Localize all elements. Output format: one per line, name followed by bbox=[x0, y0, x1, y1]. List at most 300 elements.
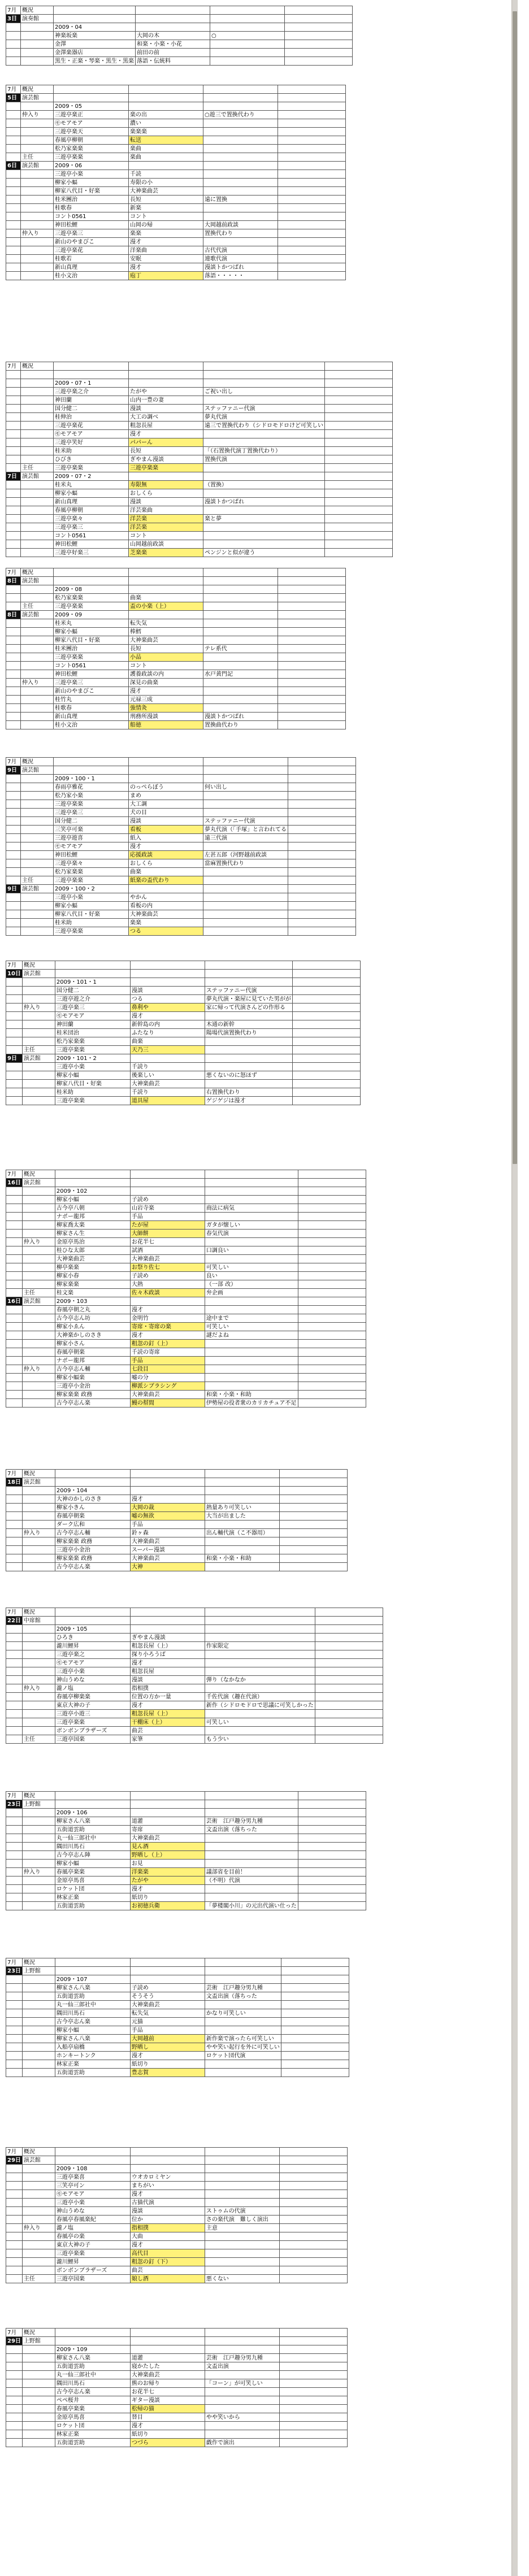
sheet-cell[interactable] bbox=[281, 2043, 349, 2052]
sheet-cell[interactable]: 五街道雲助 bbox=[55, 1902, 130, 1910]
sheet-cell[interactable] bbox=[21, 413, 54, 422]
sheet-cell[interactable]: 仲入り bbox=[22, 1684, 55, 1693]
sheet-cell[interactable]: 入船亭扇橋 bbox=[55, 2043, 130, 2052]
sheet-cell[interactable]: 演芸館 bbox=[21, 577, 54, 585]
sheet-cell[interactable] bbox=[6, 170, 21, 179]
sheet-cell[interactable]: ご祝い出し bbox=[203, 388, 325, 396]
sheet-cell[interactable] bbox=[6, 57, 21, 66]
sheet-cell[interactable]: 粗忽長屋（上） bbox=[130, 1642, 205, 1650]
sheet-cell[interactable] bbox=[22, 1357, 55, 1365]
sheet-cell[interactable] bbox=[205, 2173, 279, 2182]
sheet-cell[interactable]: 仲入り bbox=[22, 1004, 55, 1012]
sheet-cell[interactable]: 漫談 bbox=[130, 987, 205, 995]
sheet-cell[interactable] bbox=[279, 2275, 347, 2283]
sheet-cell[interactable]: 7月 bbox=[6, 6, 21, 15]
sheet-cell[interactable] bbox=[6, 775, 21, 783]
sheet-cell[interactable] bbox=[315, 1718, 383, 1727]
sheet-cell[interactable] bbox=[292, 1004, 360, 1012]
sheet-cell[interactable]: 鈴ヶ森 bbox=[130, 1529, 205, 1537]
sheet-cell[interactable] bbox=[6, 919, 21, 927]
sheet-cell[interactable] bbox=[6, 1826, 23, 1834]
sheet-cell[interactable] bbox=[54, 371, 129, 379]
sheet-cell[interactable] bbox=[6, 438, 21, 447]
sheet-cell[interactable] bbox=[278, 128, 346, 136]
sheet-cell[interactable] bbox=[6, 1080, 23, 1088]
sheet-cell[interactable] bbox=[205, 1659, 315, 1667]
sheet-cell[interactable] bbox=[288, 842, 356, 851]
sheet-cell[interactable] bbox=[298, 1365, 366, 1374]
sheet-cell[interactable] bbox=[6, 783, 21, 792]
sheet-cell[interactable]: ウオカロミヤン bbox=[130, 2173, 205, 2182]
sheet-cell[interactable] bbox=[21, 662, 54, 670]
sheet-cell[interactable]: 7月 bbox=[6, 1958, 23, 1967]
sheet-cell[interactable] bbox=[55, 1617, 130, 1625]
sheet-cell[interactable]: さの楽代演 難しく演出 bbox=[205, 2216, 279, 2224]
sheet-cell[interactable]: 三遊亭楽楽 bbox=[54, 653, 129, 662]
sheet-cell[interactable]: 連歌代演 bbox=[203, 255, 278, 263]
sheet-cell[interactable] bbox=[6, 1659, 23, 1667]
sheet-cell[interactable] bbox=[21, 136, 54, 145]
sheet-cell[interactable]: 神田蘭 bbox=[55, 1020, 130, 1029]
sheet-cell[interactable] bbox=[281, 1958, 349, 1967]
sheet-cell[interactable]: 船徳 bbox=[129, 721, 203, 729]
sheet-cell[interactable]: 子読め bbox=[130, 1984, 205, 1992]
sheet-cell[interactable]: 2009・100・1 bbox=[54, 775, 129, 783]
sheet-cell[interactable]: 柳家八代目・好楽 bbox=[55, 1080, 130, 1088]
sheet-cell[interactable] bbox=[6, 619, 21, 628]
sheet-cell[interactable]: ㋲モアモア bbox=[54, 119, 129, 128]
sheet-cell[interactable]: 金明竹 bbox=[130, 1314, 205, 1323]
sheet-cell[interactable]: 春風亭柳朝 bbox=[54, 136, 129, 145]
sheet-cell[interactable] bbox=[205, 1238, 298, 1246]
sheet-cell[interactable]: 古今亭志ん楽 bbox=[55, 2388, 130, 2396]
sheet-cell[interactable] bbox=[55, 2329, 130, 2337]
sheet-cell[interactable] bbox=[278, 628, 346, 636]
sheet-cell[interactable] bbox=[6, 1289, 23, 1297]
sheet-cell[interactable] bbox=[6, 1817, 23, 1826]
sheet-cell[interactable] bbox=[285, 23, 353, 32]
sheet-cell[interactable]: 漫才 bbox=[130, 1495, 205, 1504]
sheet-cell[interactable]: 6日 bbox=[6, 162, 21, 170]
sheet-cell[interactable] bbox=[6, 1255, 23, 1263]
sheet-cell[interactable]: 長短 bbox=[129, 645, 203, 653]
sheet-cell[interactable] bbox=[6, 653, 21, 662]
sheet-cell[interactable] bbox=[22, 1512, 55, 1521]
sheet-cell[interactable] bbox=[21, 506, 54, 515]
sheet-cell[interactable]: 議部省を目前！ bbox=[205, 1868, 298, 1876]
sheet-cell[interactable] bbox=[6, 371, 21, 379]
sheet-cell[interactable]: 概況 bbox=[22, 961, 55, 970]
sheet-cell[interactable]: コント bbox=[129, 532, 203, 540]
sheet-cell[interactable] bbox=[130, 1617, 205, 1625]
sheet-cell[interactable]: 大神楽曲芸 bbox=[129, 636, 203, 645]
sheet-cell[interactable] bbox=[22, 2379, 55, 2388]
sheet-cell[interactable] bbox=[279, 2396, 347, 2405]
sheet-cell[interactable] bbox=[22, 1255, 55, 1263]
sheet-cell[interactable]: 伊勢屋の役者衆のカリカチュア不足 bbox=[205, 1399, 298, 1408]
sheet-cell[interactable] bbox=[22, 1071, 55, 1080]
sheet-cell[interactable] bbox=[6, 2379, 23, 2388]
sheet-cell[interactable] bbox=[278, 721, 346, 729]
sheet-cell[interactable]: 古今亭八朝 bbox=[55, 1204, 130, 1213]
sheet-cell[interactable]: 桂歌春 bbox=[54, 204, 129, 212]
sheet-cell[interactable] bbox=[279, 2216, 347, 2224]
sheet-cell[interactable] bbox=[288, 910, 356, 919]
sheet-cell[interactable]: 弾り（なかなか bbox=[205, 1676, 315, 1684]
sheet-cell[interactable] bbox=[21, 40, 54, 49]
sheet-cell[interactable]: ○ bbox=[210, 32, 285, 40]
sheet-cell[interactable]: 大熱 bbox=[130, 1280, 205, 1289]
sheet-cell[interactable]: 出ん輔代演（こ不器用） bbox=[205, 1529, 279, 1537]
sheet-cell[interactable] bbox=[6, 212, 21, 221]
sheet-cell[interactable] bbox=[21, 438, 54, 447]
sheet-cell[interactable] bbox=[21, 515, 54, 523]
sheet-cell[interactable]: 古今亭志ん陣 bbox=[55, 1851, 130, 1860]
sheet-cell[interactable]: 漫才 bbox=[130, 2422, 205, 2430]
sheet-cell[interactable] bbox=[129, 885, 203, 893]
sheet-cell[interactable] bbox=[279, 2258, 347, 2266]
sheet-cell[interactable]: 丸一仙三郎社中 bbox=[55, 2371, 130, 2379]
sheet-cell[interactable]: 桂米助 bbox=[54, 919, 129, 927]
sheet-cell[interactable] bbox=[6, 1885, 23, 1893]
sheet-cell[interactable]: （置換） bbox=[203, 481, 325, 489]
sheet-cell[interactable] bbox=[279, 2249, 347, 2258]
sheet-cell[interactable] bbox=[22, 1097, 55, 1105]
sheet-cell[interactable] bbox=[203, 842, 288, 851]
sheet-cell[interactable]: 元禄三成 bbox=[129, 696, 203, 704]
sheet-cell[interactable] bbox=[210, 15, 285, 23]
sheet-cell[interactable]: 柳家楽楽 bbox=[55, 1280, 130, 1289]
sheet-cell[interactable]: 楽と夢 bbox=[203, 515, 325, 523]
sheet-cell[interactable] bbox=[203, 885, 288, 893]
sheet-cell[interactable] bbox=[278, 145, 346, 153]
sheet-cell[interactable]: 落語・伝統料 bbox=[136, 57, 210, 66]
sheet-cell[interactable] bbox=[205, 1809, 298, 1817]
sheet-cell[interactable]: 山岡の帰 bbox=[129, 221, 203, 229]
sheet-cell[interactable] bbox=[288, 851, 356, 859]
sheet-cell[interactable] bbox=[6, 246, 21, 255]
sheet-cell[interactable] bbox=[129, 766, 203, 775]
sheet-cell[interactable] bbox=[21, 57, 54, 66]
sheet-cell[interactable] bbox=[21, 859, 54, 868]
sheet-cell[interactable]: 千読り bbox=[130, 1063, 205, 1071]
sheet-cell[interactable]: 千読の寄席 bbox=[130, 1348, 205, 1357]
sheet-cell[interactable] bbox=[55, 1478, 130, 1487]
sheet-cell[interactable] bbox=[288, 919, 356, 927]
sheet-cell[interactable] bbox=[6, 1625, 23, 1634]
sheet-cell[interactable] bbox=[205, 1727, 315, 1735]
sheet-cell[interactable]: 新幹島の内 bbox=[130, 1020, 205, 1029]
sheet-cell[interactable] bbox=[6, 1860, 23, 1868]
sheet-cell[interactable]: 2009・109 bbox=[55, 2345, 130, 2354]
sheet-cell[interactable]: 丸一仙三郎社中 bbox=[55, 1834, 130, 1843]
sheet-cell[interactable]: 仲入り bbox=[22, 1868, 55, 1876]
sheet-cell[interactable] bbox=[22, 2043, 55, 2052]
sheet-cell[interactable] bbox=[285, 49, 353, 57]
sheet-cell[interactable] bbox=[205, 1893, 298, 1902]
sheet-cell[interactable] bbox=[325, 447, 393, 455]
sheet-cell[interactable] bbox=[6, 2275, 23, 2283]
sheet-cell[interactable]: 漫談 bbox=[130, 1676, 205, 1684]
sheet-cell[interactable] bbox=[6, 2069, 23, 2077]
sheet-cell[interactable] bbox=[22, 1204, 55, 1213]
sheet-cell[interactable] bbox=[203, 876, 288, 885]
sheet-cell[interactable] bbox=[6, 1037, 23, 1046]
sheet-cell[interactable] bbox=[6, 1701, 23, 1710]
sheet-cell[interactable] bbox=[298, 1230, 366, 1238]
sheet-cell[interactable]: 大神 bbox=[130, 1563, 205, 1571]
sheet-cell[interactable]: ペペ桜井 bbox=[55, 2396, 130, 2405]
sheet-cell[interactable]: 松乃家楽楽 bbox=[55, 1037, 130, 1046]
sheet-cell[interactable]: 三遊亭楽喜 bbox=[55, 2173, 130, 2182]
sheet-cell[interactable] bbox=[130, 1054, 205, 1063]
sheet-cell[interactable] bbox=[22, 2345, 55, 2354]
sheet-cell[interactable] bbox=[22, 2439, 55, 2447]
sheet-cell[interactable] bbox=[203, 653, 278, 662]
sheet-cell[interactable] bbox=[298, 1179, 366, 1187]
sheet-cell[interactable] bbox=[22, 1546, 55, 1554]
sheet-cell[interactable] bbox=[22, 1020, 55, 1029]
sheet-cell[interactable] bbox=[203, 212, 278, 221]
sheet-cell[interactable]: ぎやまん漫談 bbox=[130, 1634, 205, 1642]
sheet-cell[interactable]: 7月 bbox=[6, 362, 21, 371]
sheet-cell[interactable] bbox=[6, 549, 21, 557]
sheet-cell[interactable]: 曲楽 bbox=[129, 594, 203, 602]
sheet-cell[interactable] bbox=[279, 1512, 347, 1521]
sheet-cell[interactable]: パパーん bbox=[129, 438, 203, 447]
sheet-cell[interactable] bbox=[6, 679, 21, 687]
sheet-cell[interactable] bbox=[203, 902, 288, 910]
sheet-cell[interactable]: 林家正楽 bbox=[55, 1893, 130, 1902]
sheet-cell[interactable] bbox=[22, 1063, 55, 1071]
sheet-cell[interactable] bbox=[6, 2232, 23, 2241]
sheet-cell[interactable]: 8日 bbox=[6, 611, 21, 619]
sheet-cell[interactable] bbox=[129, 85, 203, 94]
sheet-cell[interactable] bbox=[129, 362, 203, 371]
sheet-cell[interactable] bbox=[6, 1546, 23, 1554]
sheet-cell[interactable] bbox=[325, 430, 393, 438]
sheet-cell[interactable]: 深見の曲楽 bbox=[129, 679, 203, 687]
sheet-cell[interactable]: 桂米丸 bbox=[54, 481, 129, 489]
sheet-cell[interactable] bbox=[6, 2182, 23, 2190]
sheet-cell[interactable] bbox=[205, 1179, 298, 1187]
sheet-cell[interactable] bbox=[21, 809, 54, 817]
sheet-cell[interactable] bbox=[22, 1710, 55, 1718]
sheet-cell[interactable] bbox=[281, 2026, 349, 2035]
sheet-cell[interactable]: 春風亭楽楽 bbox=[55, 1868, 130, 1876]
sheet-cell[interactable] bbox=[278, 85, 346, 94]
sheet-cell[interactable] bbox=[203, 910, 288, 919]
sheet-cell[interactable] bbox=[281, 1984, 349, 1992]
sheet-cell[interactable] bbox=[22, 2190, 55, 2199]
sheet-cell[interactable] bbox=[22, 1323, 55, 1331]
sheet-cell[interactable] bbox=[298, 1340, 366, 1348]
sheet-cell[interactable] bbox=[6, 2009, 23, 2018]
sheet-cell[interactable] bbox=[298, 1306, 366, 1314]
sheet-cell[interactable] bbox=[6, 2430, 23, 2439]
sheet-cell[interactable] bbox=[6, 153, 21, 162]
sheet-cell[interactable] bbox=[6, 1984, 23, 1992]
sheet-cell[interactable] bbox=[210, 49, 285, 57]
sheet-cell[interactable]: 23日 bbox=[6, 1967, 23, 1975]
sheet-cell[interactable] bbox=[315, 1735, 383, 1744]
sheet-cell[interactable]: 柳家小蝠楽 bbox=[55, 1374, 130, 1382]
sheet-cell[interactable]: 鰻の幇間 bbox=[130, 1399, 205, 1408]
sheet-cell[interactable] bbox=[205, 1537, 279, 1546]
sheet-cell[interactable] bbox=[21, 498, 54, 506]
sheet-cell[interactable] bbox=[278, 696, 346, 704]
sheet-cell[interactable] bbox=[6, 842, 21, 851]
sheet-cell[interactable]: 粗忽長屋 bbox=[130, 1667, 205, 1676]
sheet-cell[interactable] bbox=[203, 577, 278, 585]
sheet-cell[interactable]: 2009・04 bbox=[54, 23, 136, 32]
sheet-cell[interactable] bbox=[6, 1495, 23, 1504]
sheet-cell[interactable] bbox=[6, 713, 21, 721]
sheet-cell[interactable] bbox=[298, 1255, 366, 1263]
sheet-cell[interactable]: 千読 bbox=[129, 170, 203, 179]
sheet-cell[interactable] bbox=[203, 766, 288, 775]
sheet-cell[interactable] bbox=[325, 481, 393, 489]
sheet-cell[interactable] bbox=[279, 1537, 347, 1546]
sheet-cell[interactable]: 29日 bbox=[6, 2337, 23, 2345]
sheet-cell[interactable]: お初徳兵衛 bbox=[130, 1902, 205, 1910]
sheet-cell[interactable] bbox=[129, 758, 203, 766]
sheet-cell[interactable] bbox=[278, 585, 346, 594]
sheet-cell[interactable]: 楽楽 bbox=[129, 229, 203, 238]
sheet-cell[interactable] bbox=[205, 2337, 279, 2345]
sheet-cell[interactable] bbox=[21, 851, 54, 859]
sheet-cell[interactable]: 商法に病気 bbox=[205, 1204, 298, 1213]
sheet-cell[interactable]: 仲入り bbox=[21, 229, 54, 238]
sheet-cell[interactable]: 棒鱈 bbox=[129, 628, 203, 636]
sheet-cell[interactable] bbox=[279, 2379, 347, 2388]
sheet-cell[interactable] bbox=[281, 2009, 349, 2018]
sheet-cell[interactable] bbox=[21, 204, 54, 212]
sheet-cell[interactable] bbox=[205, 1170, 298, 1179]
sheet-cell[interactable] bbox=[6, 1221, 23, 1230]
sheet-cell[interactable] bbox=[6, 379, 21, 388]
sheet-cell[interactable]: 曲芸 bbox=[130, 2266, 205, 2275]
sheet-cell[interactable] bbox=[22, 2060, 55, 2069]
sheet-cell[interactable] bbox=[21, 826, 54, 834]
sheet-cell[interactable]: 林家正楽 bbox=[55, 2060, 130, 2069]
sheet-cell[interactable]: 大岡越前 bbox=[130, 2035, 205, 2043]
sheet-cell[interactable] bbox=[21, 868, 54, 876]
sheet-cell[interactable] bbox=[205, 2018, 281, 2026]
sheet-cell[interactable] bbox=[298, 1382, 366, 1391]
sheet-cell[interactable]: 庖丁 bbox=[129, 272, 203, 280]
sheet-cell[interactable] bbox=[205, 1684, 315, 1693]
sheet-cell[interactable]: 漫談 bbox=[129, 817, 203, 826]
sheet-cell[interactable] bbox=[205, 1958, 281, 1967]
sheet-cell[interactable] bbox=[6, 238, 21, 246]
sheet-cell[interactable]: 春気代演 bbox=[205, 1230, 298, 1238]
sheet-cell[interactable] bbox=[325, 438, 393, 447]
sheet-cell[interactable] bbox=[6, 1029, 23, 1037]
sheet-cell[interactable] bbox=[205, 1800, 298, 1809]
sheet-cell[interactable] bbox=[203, 464, 325, 472]
sheet-cell[interactable]: 古今亭志ん楽 bbox=[55, 1399, 130, 1408]
sheet-cell[interactable]: 寿限の小 bbox=[129, 179, 203, 187]
sheet-cell[interactable] bbox=[22, 1902, 55, 1910]
sheet-cell[interactable]: 三遊亭小遊三 bbox=[55, 1710, 130, 1718]
sheet-cell[interactable] bbox=[205, 2241, 279, 2249]
sheet-cell[interactable] bbox=[205, 1710, 315, 1718]
sheet-cell[interactable] bbox=[22, 2026, 55, 2035]
sheet-cell[interactable] bbox=[6, 704, 21, 713]
sheet-cell[interactable] bbox=[22, 2052, 55, 2060]
sheet-cell[interactable] bbox=[22, 1521, 55, 1529]
sheet-cell[interactable] bbox=[203, 238, 278, 246]
sheet-cell[interactable]: 新山のやまびこ bbox=[54, 687, 129, 696]
sheet-cell[interactable] bbox=[298, 1263, 366, 1272]
sheet-cell[interactable]: 2009・09 bbox=[54, 611, 129, 619]
sheet-cell[interactable]: 三遊亭楽楽 bbox=[54, 602, 129, 611]
sheet-cell[interactable]: ナポー龍邦 bbox=[55, 1213, 130, 1221]
sheet-cell[interactable] bbox=[203, 170, 278, 179]
sheet-cell[interactable]: コント bbox=[129, 662, 203, 670]
sheet-cell[interactable]: 手品 bbox=[130, 1213, 205, 1221]
sheet-cell[interactable]: 三遊亭笑好 bbox=[54, 438, 129, 447]
sheet-cell[interactable]: 23日 bbox=[6, 1800, 23, 1809]
sheet-cell[interactable]: 三遊亭楽三 bbox=[54, 229, 129, 238]
sheet-cell[interactable] bbox=[6, 2354, 23, 2362]
sheet-cell[interactable]: 手品 bbox=[130, 1521, 205, 1529]
sheet-cell[interactable]: 16日 bbox=[6, 1179, 23, 1187]
sheet-cell[interactable]: 熱量あり可笑しい bbox=[205, 1504, 279, 1512]
sheet-cell[interactable] bbox=[130, 961, 205, 970]
sheet-cell[interactable]: 家に帰って代演さんどの作形る bbox=[205, 1004, 292, 1012]
sheet-cell[interactable] bbox=[22, 1374, 55, 1382]
sheet-cell[interactable] bbox=[21, 800, 54, 809]
sheet-cell[interactable] bbox=[22, 1860, 55, 1868]
sheet-cell[interactable] bbox=[22, 1659, 55, 1667]
sheet-cell[interactable] bbox=[203, 628, 278, 636]
sheet-cell[interactable] bbox=[279, 2241, 347, 2249]
sheet-cell[interactable] bbox=[22, 2018, 55, 2026]
sheet-cell[interactable] bbox=[315, 1727, 383, 1735]
sheet-cell[interactable] bbox=[279, 2371, 347, 2379]
sheet-cell[interactable]: 柳家楽楽 政務 bbox=[55, 1537, 130, 1546]
sheet-cell[interactable] bbox=[205, 2190, 279, 2199]
sheet-cell[interactable] bbox=[205, 1196, 298, 1204]
sheet-cell[interactable] bbox=[6, 506, 21, 515]
sheet-cell[interactable]: 洋芸楽曲 bbox=[129, 506, 203, 515]
sheet-cell[interactable] bbox=[6, 455, 21, 464]
sheet-cell[interactable]: 可笑しい bbox=[205, 1323, 298, 1331]
sheet-cell[interactable]: 三遊亭楽楽 bbox=[54, 153, 129, 162]
sheet-cell[interactable] bbox=[130, 2345, 205, 2354]
sheet-cell[interactable] bbox=[6, 1718, 23, 1727]
sheet-cell[interactable]: 高代目 bbox=[130, 2249, 205, 2258]
sheet-cell[interactable] bbox=[22, 1213, 55, 1221]
sheet-cell[interactable] bbox=[55, 970, 130, 978]
sheet-cell[interactable] bbox=[22, 978, 55, 987]
sheet-cell[interactable] bbox=[22, 1221, 55, 1230]
sheet-cell[interactable]: 漫才 bbox=[129, 687, 203, 696]
sheet-cell[interactable]: 三遊亭楽三 bbox=[54, 809, 129, 817]
sheet-cell[interactable] bbox=[22, 987, 55, 995]
sheet-cell[interactable]: 仲入り bbox=[22, 2224, 55, 2232]
sheet-cell[interactable]: 7日 bbox=[6, 472, 21, 481]
sheet-cell[interactable] bbox=[6, 645, 21, 653]
sheet-cell[interactable]: たが屋 bbox=[130, 1221, 205, 1230]
sheet-cell[interactable] bbox=[203, 136, 278, 145]
sheet-cell[interactable] bbox=[285, 57, 353, 66]
sheet-cell[interactable]: 新山真理 bbox=[54, 263, 129, 272]
sheet-cell[interactable]: 佐々木政談 bbox=[130, 1289, 205, 1297]
sheet-cell[interactable]: 後楽しい bbox=[130, 1071, 205, 1080]
